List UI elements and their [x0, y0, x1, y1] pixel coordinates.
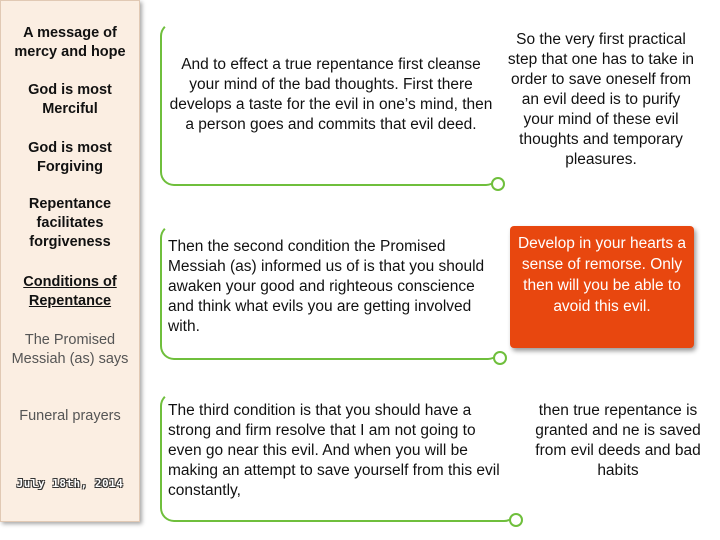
sidebar-item-mercy-and-hope[interactable]: A message of mercy and hope	[14, 25, 126, 60]
sidebar-item-funeral-prayers[interactable]: Funeral prayers	[19, 408, 121, 424]
sidebar-item-repentance-forgiveness[interactable]: Repentance facilitates forgiveness	[28, 196, 112, 250]
sidebar-item-promised-messiah[interactable]: The Promised Messiah (as) says	[11, 332, 129, 367]
sidebar-item-most-merciful[interactable]: God is most Merciful	[28, 82, 112, 117]
date-label: July 18th, 2014	[16, 477, 124, 490]
highlight-note: Develop in your hearts a sense of remorse. Only then will you be able to avoid this evil.	[510, 226, 694, 348]
content-text-3: The third condition is that you should have a strong and firm resolve that I am not going to even go near this evil. And when you will be making an attempt to save yourself from this evil constantly,	[168, 402, 500, 499]
sidebar	[0, 0, 140, 522]
sidebar-item-conditions-of-repentance[interactable]: Conditions of Repentance	[23, 274, 117, 309]
content-text-2: Then the second condition the Promised Messiah (as) informed us of is that you should awaken your good and righteous conscience and think what evils you are getting involved with.	[168, 238, 485, 335]
side-note-1: So the very first practical step that one has to take in order to save oneself from an evil deed is to purify your mind of these evil thoughts and temporary pleasures.	[507, 31, 695, 168]
side-note-3: then true repentance is granted and ne is saved from evil deeds and bad habits	[535, 402, 701, 479]
sidebar-item-most-forgiving[interactable]: God is most Forgiving	[28, 140, 112, 175]
content-text-1: And to effect a true repentance first cleanse your mind of the bad thoughts. First there develops a taste for the evil in one’s mind, then a person goes and commits that evil deed.	[169, 56, 493, 133]
